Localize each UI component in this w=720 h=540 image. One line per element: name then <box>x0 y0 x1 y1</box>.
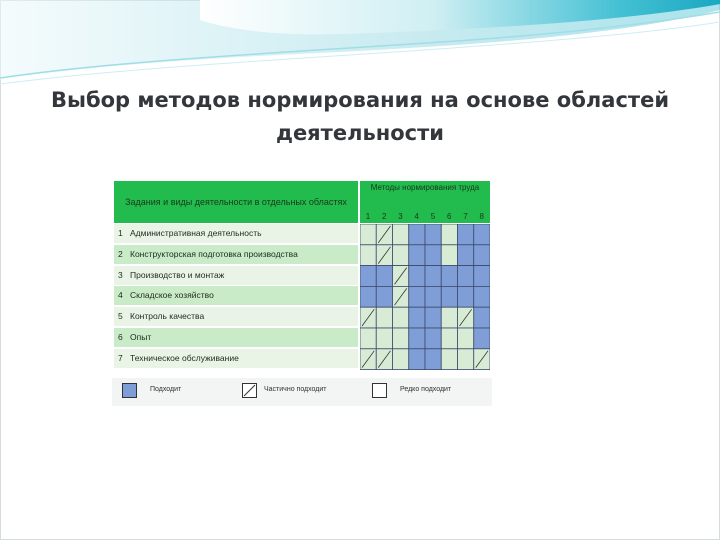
row-label: Опыт <box>130 332 152 342</box>
method-number-4: 4 <box>414 212 419 221</box>
grid-cell <box>425 224 441 245</box>
row-number: 1 <box>118 228 123 238</box>
method-number-1: 1 <box>365 212 371 221</box>
grid-cell <box>474 328 490 349</box>
grid-cell <box>409 224 425 245</box>
row-label: Контроль качества <box>130 311 205 322</box>
row-label: Конструкторская подготовка производства <box>130 248 298 259</box>
grid-cell <box>393 349 409 370</box>
method-number-8: 8 <box>479 212 484 221</box>
table-row <box>114 245 358 264</box>
grid-cell <box>376 307 392 328</box>
table-row <box>114 328 358 347</box>
grid-cell <box>458 266 474 287</box>
row-number: 7 <box>118 352 123 363</box>
grid-cell <box>393 224 409 245</box>
row-number: 5 <box>118 311 123 322</box>
row-number: 3 <box>118 269 123 280</box>
row-number: 2 <box>118 248 123 259</box>
grid-cell <box>425 349 441 370</box>
legend-suits-label: Подходит <box>150 386 182 393</box>
grid-cell <box>425 286 441 307</box>
legend-rare-swatch <box>372 383 387 398</box>
grid-cell <box>441 224 457 245</box>
row-label: Складское хозяйство <box>130 290 214 301</box>
grid-cell <box>474 266 490 287</box>
grid-cell <box>425 307 441 328</box>
slide-title <box>0 84 720 150</box>
grid-cell <box>409 266 425 287</box>
header-methods-label: Методы нормирования труда <box>370 183 480 192</box>
grid-cell <box>425 266 441 287</box>
method-number-2: 2 <box>382 212 387 221</box>
grid-cell <box>409 307 425 328</box>
title-line-1: Выбор методов нормирования на основе областей <box>50 88 670 112</box>
header-methods <box>360 181 490 223</box>
table-row <box>114 349 358 368</box>
methods-table-figure <box>112 178 492 406</box>
row-number: 4 <box>118 290 123 301</box>
grid-cell <box>441 245 457 266</box>
method-number-6: 6 <box>447 212 452 221</box>
grid-cell <box>360 266 376 287</box>
legend-partial-label: Частично подходит <box>264 386 327 393</box>
grid-cell <box>441 349 457 370</box>
row-label: Административная деятельность <box>130 228 262 238</box>
table-row <box>114 224 358 243</box>
grid-cell <box>393 328 409 349</box>
grid-cell <box>393 245 409 266</box>
grid-cell <box>376 328 392 349</box>
grid-cell <box>409 349 425 370</box>
method-number-5: 5 <box>430 212 436 221</box>
grid-cell <box>425 245 441 266</box>
grid-cell <box>409 245 425 266</box>
legend-rare-label: Редко подходит <box>400 386 452 393</box>
grid-cell <box>376 266 392 287</box>
grid-cell <box>441 266 457 287</box>
grid-cell <box>409 328 425 349</box>
grid-cell <box>474 245 490 266</box>
grid-cell <box>425 328 441 349</box>
grid-cell <box>458 245 474 266</box>
partial-swatch-diagonal <box>243 384 256 397</box>
grid-cell <box>474 224 490 245</box>
grid-cell <box>409 286 425 307</box>
header-activities <box>114 181 358 223</box>
grid-cell <box>458 349 474 370</box>
grid-cell <box>376 286 392 307</box>
grid-cell <box>474 286 490 307</box>
title-line-2: деятельности <box>275 121 445 145</box>
method-number-3: 3 <box>398 212 403 221</box>
grid-cell <box>360 328 376 349</box>
legend-partial-swatch <box>242 383 257 398</box>
decorative-wave-header <box>0 0 720 90</box>
table-row <box>114 286 358 305</box>
grid-cell <box>441 328 457 349</box>
grid-cell <box>360 245 376 266</box>
method-number-7: 7 <box>463 212 468 221</box>
header-activities-label: Задания и виды деятельности в отдельных областях <box>125 197 347 207</box>
row-label: Техническое обслуживание <box>130 352 239 363</box>
grid-cell <box>458 224 474 245</box>
grid-cell <box>458 286 474 307</box>
methods-grid <box>360 224 490 376</box>
grid-cell <box>393 307 409 328</box>
grid-cell <box>441 307 457 328</box>
row-label: Производство и монтаж <box>130 269 225 280</box>
legend <box>112 378 492 406</box>
row-number: 6 <box>118 332 123 342</box>
table-row <box>114 266 358 285</box>
grid-cell <box>360 224 376 245</box>
grid-cell <box>458 328 474 349</box>
grid-cell <box>441 286 457 307</box>
grid-cell <box>360 286 376 307</box>
table-row <box>114 307 358 326</box>
legend-suits-swatch <box>122 383 137 398</box>
grid-cell <box>474 307 490 328</box>
